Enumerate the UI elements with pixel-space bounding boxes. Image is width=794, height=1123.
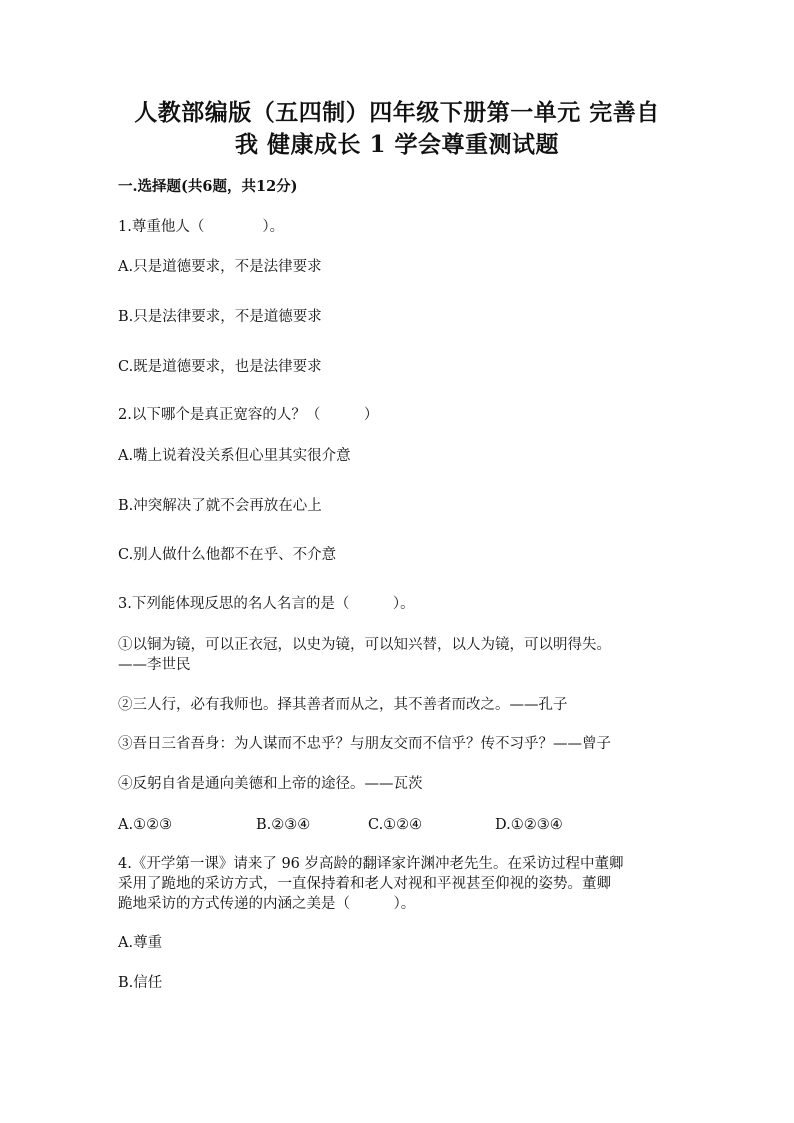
question-1-option-a[interactable]: A.只是道德要求，不是法律要求 — [118, 259, 322, 275]
question-2-stem: 2.以下哪个是真正宽容的人？（ ） — [118, 407, 379, 423]
question-3-quote-1: ①以铜为镜，可以正衣冠，以史为镜，可以知兴替，以人为镜，可以明得失。 — [118, 637, 611, 653]
question-4-option-b[interactable]: B.信任 — [118, 975, 163, 991]
question-3-option-d[interactable]: D.①②③④ — [495, 817, 563, 833]
question-3-quote-2: ②三人行，必有我师也。择其善者而从之，其不善者而改之。——孔子 — [118, 697, 568, 713]
question-4-stem-line-2: 采用了跪地的采访方式，一直保持着和老人对视和平视甚至仰视的姿势。董卿 — [118, 876, 611, 892]
section-heading: 一.选择题(共6题，共12分) — [118, 178, 298, 195]
question-3-quote-1-attribution: ——李世民 — [118, 657, 191, 673]
question-3-stem: 3.下列能体现反思的名人名言的是（ ）。 — [118, 596, 415, 612]
question-4-stem-line-1: 4.《开学第一课》请来了 96 岁高龄的翻译家许渊冲老先生。在采访过程中董卿 — [118, 856, 624, 872]
question-3-option-a[interactable]: A.①②③ — [118, 817, 173, 833]
question-3-quote-4: ④反躬自省是通向美德和上帝的途径。——瓦茨 — [118, 776, 423, 792]
question-3-option-c[interactable]: C.①②④ — [368, 817, 423, 833]
question-4-stem-line-3: 跪地采访的方式传递的内涵之美是（ ）。 — [118, 896, 416, 912]
document-title-line-1: 人教部编版（五四制）四年级下册第一单元 完善自 — [134, 99, 660, 126]
question-3-options — [118, 815, 688, 835]
question-1-option-b[interactable]: B.只是法律要求，不是道德要求 — [118, 309, 322, 325]
question-2-option-b[interactable]: B.冲突解决了就不会再放在心上 — [118, 498, 322, 514]
question-1-option-c[interactable]: C.既是道德要求，也是法律要求 — [118, 359, 322, 375]
question-3-quote-3: ③吾日三省吾身：为人谋而不忠乎？与朋友交而不信乎？传不习乎？——曾子 — [118, 736, 611, 752]
document-title-line-2: 我 健康成长 1 学会尊重测试题 — [234, 131, 560, 158]
question-2-option-a[interactable]: A.嘴上说着没关系但心里其实很介意 — [118, 448, 351, 464]
question-3-option-b[interactable]: B.②③④ — [256, 817, 311, 833]
question-2-option-c[interactable]: C.别人做什么他都不在乎、不介意 — [118, 547, 337, 563]
question-4-option-a[interactable]: A.尊重 — [118, 935, 163, 951]
question-1-stem: 1.尊重他人（ ）。 — [118, 219, 285, 235]
